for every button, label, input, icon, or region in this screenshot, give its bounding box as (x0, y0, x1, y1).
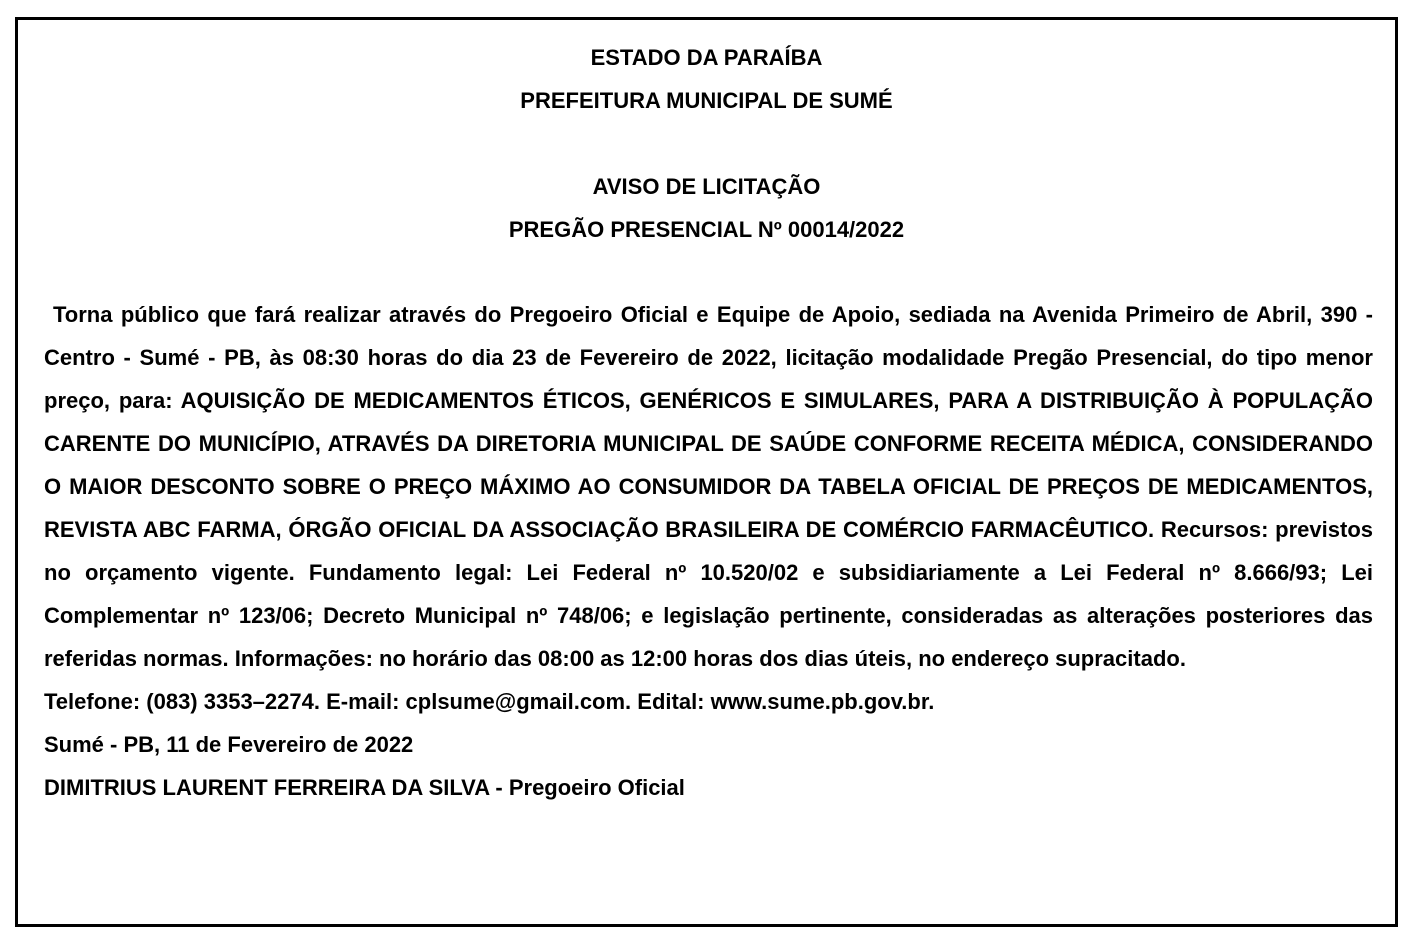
notice-title: AVISO DE LICITAÇÃO (592, 174, 821, 199)
procurement-id: PREGÃO PRESENCIAL Nº 00014/2022 (508, 217, 905, 242)
notice-body (44, 293, 1373, 809)
notice-paragraph: Torna público que fará realizar através do Pregoeiro Oficial e Equipe de Apoio, sediada na Avenida Primeiro de Abril, 390 - Centro - Sumé - PB, às 08:30 horas do dia 23 de Fevereiro de 2022, licitação modalidade Pregão Presencial, do tipo menor preço, para: AQUISIÇÃO DE MEDICAMENTOS ÉTICOS, GENÉRICOS E SIMULARES, PARA A DISTRIBUIÇÃO À POPULAÇÃO CARENTE DO MUNICÍPIO, ATRAVÉS DA DIRETORIA MUNICIPAL DE SAÚDE CONFORME RECEITA MÉDICA, CONSIDERANDO O MAIOR DESCONTO SOBRE O PREÇO MÁXIMO AO CONSUMIDOR DA TABELA OFICIAL DE PREÇOS DE MEDICAMENTOS, REVISTA ABC FARMA, ÓRGÃO OFICIAL DA ASSOCIAÇÃO BRASILEIRA DE COMÉRCIO FARMACÊUTICO. Recursos: previstos no orçamento vigente. Fundamento legal: Lei Federal nº 10.520/02 e subsidiariamente a Lei Federal nº 8.666/93; Lei Complementar nº 123/06; Decreto Municipal nº 748/06; e legislação pertinente, consideradas as alterações posteriores das referidas normas. Informações: no horário das 08:00 as 12:00 horas dos dias úteis, no endereço supracitado. (44, 302, 1373, 671)
contact-line: Telefone: (083) 3353–2274. E-mail: cplsume@gmail.com. Edital: www.sume.pb.gov.br. (44, 689, 935, 714)
municipality-name: PREFEITURA MUNICIPAL DE SUMÉ (520, 88, 893, 113)
place-date-line: Sumé - PB, 11 de Fevereiro de 2022 (44, 732, 414, 757)
notice-frame (15, 17, 1398, 927)
header-spacer (18, 122, 1395, 165)
state-name: ESTADO DA PARAÍBA (590, 45, 823, 70)
signature-line: DIMITRIUS LAURENT FERREIRA DA SILVA - Pregoeiro Oficial (44, 775, 685, 800)
notice-header (18, 36, 1395, 251)
